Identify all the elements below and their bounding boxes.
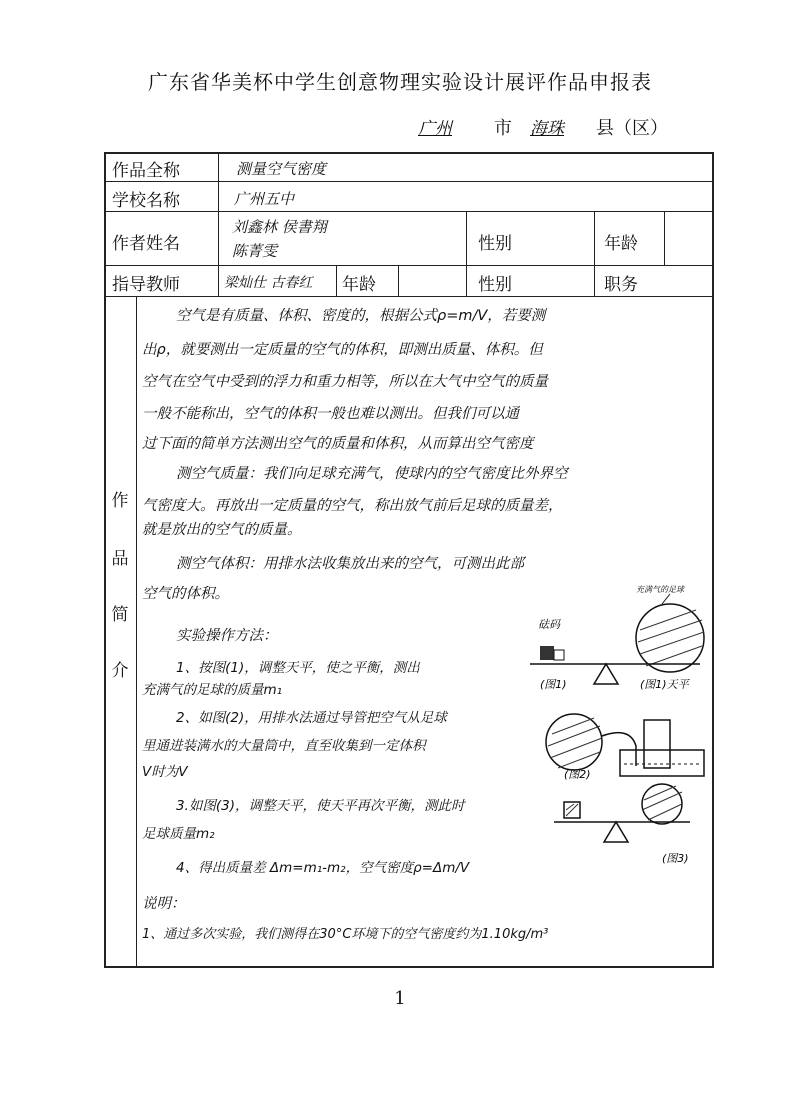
intro-p2-line: 测空气质量：我们向足球充满气，使球内的空气密度比外界空 xyxy=(176,466,568,482)
column-divider xyxy=(136,296,137,968)
fig1-caption: (图1) xyxy=(540,678,567,690)
intro-p1-line: 一般不能称出，空气的体积一般也难以测出。但我们可以通 xyxy=(142,406,519,422)
gender-label: 性别 xyxy=(478,234,512,254)
step2-line: 2、如图(2)，用排水法通过导管把空气从足球 xyxy=(176,710,447,726)
intro-label-char: 品 xyxy=(111,549,129,569)
column-divider xyxy=(664,211,665,265)
note-title: 说明： xyxy=(142,896,186,912)
school-value: 广州五中 xyxy=(234,190,295,208)
intro-p1-line: 空气是有质量、体积、密度的，根据公式ρ=m/V，若要测 xyxy=(176,308,546,324)
intro-label-char: 作 xyxy=(111,491,129,511)
intro-p2-line: 就是放出的空气的质量。 xyxy=(142,522,302,538)
column-divider xyxy=(594,211,595,296)
column-divider xyxy=(218,152,219,296)
step2-line: 里通进装满水的大量筒中，直至收集到一定体积 xyxy=(142,738,426,754)
page-number: 1 xyxy=(394,988,406,1009)
intro-p3-line: 空气的体积。 xyxy=(142,586,229,602)
teacher-age-label: 年龄 xyxy=(342,275,376,295)
figure-2-water-displacement xyxy=(540,706,714,784)
intro-p1-line: 过下面的简单方法测出空气的质量和体积，从而算出空气密度 xyxy=(142,436,534,452)
step3-line: 足球质量m₂ xyxy=(142,826,215,842)
fig1-caption2: (图1)天平 xyxy=(640,678,689,690)
age-label: 年龄 xyxy=(604,234,638,254)
step4-line: 4、得出质量差 Δm=m₁-m₂，空气密度ρ=Δm/V xyxy=(176,860,470,876)
step1-line: 1、按图(1)，调整天平，使之平衡，测出 xyxy=(176,660,420,676)
county-label: 县（区） xyxy=(596,118,668,139)
balance-fulcrum xyxy=(604,822,628,842)
intro-p3-line: 测空气体积：用排水法收集放出来的空气，可测出此部 xyxy=(176,556,524,572)
football-shape xyxy=(642,784,682,824)
author-value-line2: 陈菁雯 xyxy=(232,242,278,260)
city-label: 市 xyxy=(494,118,512,139)
city-value: 广州 xyxy=(418,119,452,139)
figure-3-balance xyxy=(550,782,714,870)
row-divider xyxy=(104,296,714,297)
intro-label-char: 介 xyxy=(111,661,129,681)
county-value: 海珠 xyxy=(530,119,564,139)
intro-label-char: 简 xyxy=(111,605,129,625)
intro-p2-line: 气密度大。再放出一定质量的空气，称出放气前后足球的质量差， xyxy=(142,498,563,514)
football-shape xyxy=(636,604,704,672)
teacher-gender-label: 性别 xyxy=(478,275,512,295)
figure-1-balance xyxy=(520,580,714,690)
weight-block xyxy=(540,646,554,660)
method-title: 实验操作方法： xyxy=(176,628,278,644)
row-divider xyxy=(104,211,714,212)
row-divider xyxy=(104,265,714,266)
note-line: 1、通过多次实验，我们测得在30°C环境下的空气密度约为1.10kg/m³ xyxy=(142,927,549,942)
fig3-caption: (图3) xyxy=(662,852,689,865)
step2-line: V时为V xyxy=(142,764,188,780)
form-title: 广东省华美杯中学生创意物理实验设计展评作品申报表 xyxy=(148,70,652,94)
fig2-caption: (图2) xyxy=(564,768,591,781)
column-divider xyxy=(336,265,337,296)
author-label: 作者姓名 xyxy=(112,234,180,254)
work-name-value: 测量空气密度 xyxy=(236,160,327,178)
fig1-weight-label: 砝码 xyxy=(538,618,560,631)
intro-p1-line: 空气在空气中受到的浮力和重力相等，所以在大气中空气的质量 xyxy=(142,374,548,390)
column-divider xyxy=(466,211,467,296)
work-name-label: 作品全称 xyxy=(112,161,180,181)
fig1-ball-label: 充满气的足球 xyxy=(636,585,684,594)
water-tank xyxy=(620,750,704,776)
intro-p1-line: 出ρ，就要测出一定质量的空气的体积，即测出质量、体积。但 xyxy=(142,342,543,358)
teacher-label: 指导教师 xyxy=(112,275,180,295)
measuring-cylinder xyxy=(644,720,670,768)
teacher-value: 梁灿仕 古春红 xyxy=(224,275,313,291)
balance-fulcrum xyxy=(594,664,618,684)
author-value-line1: 刘鑫林 侯書翔 xyxy=(232,218,327,236)
step1-line: 充满气的足球的质量m₁ xyxy=(142,682,283,698)
step3-line: 3.如图(3)，调整天平，使天平再次平衡，测此时 xyxy=(176,798,465,814)
school-label: 学校名称 xyxy=(112,191,180,211)
column-divider xyxy=(398,265,399,296)
row-divider xyxy=(104,181,714,182)
position-label: 职务 xyxy=(604,275,638,295)
